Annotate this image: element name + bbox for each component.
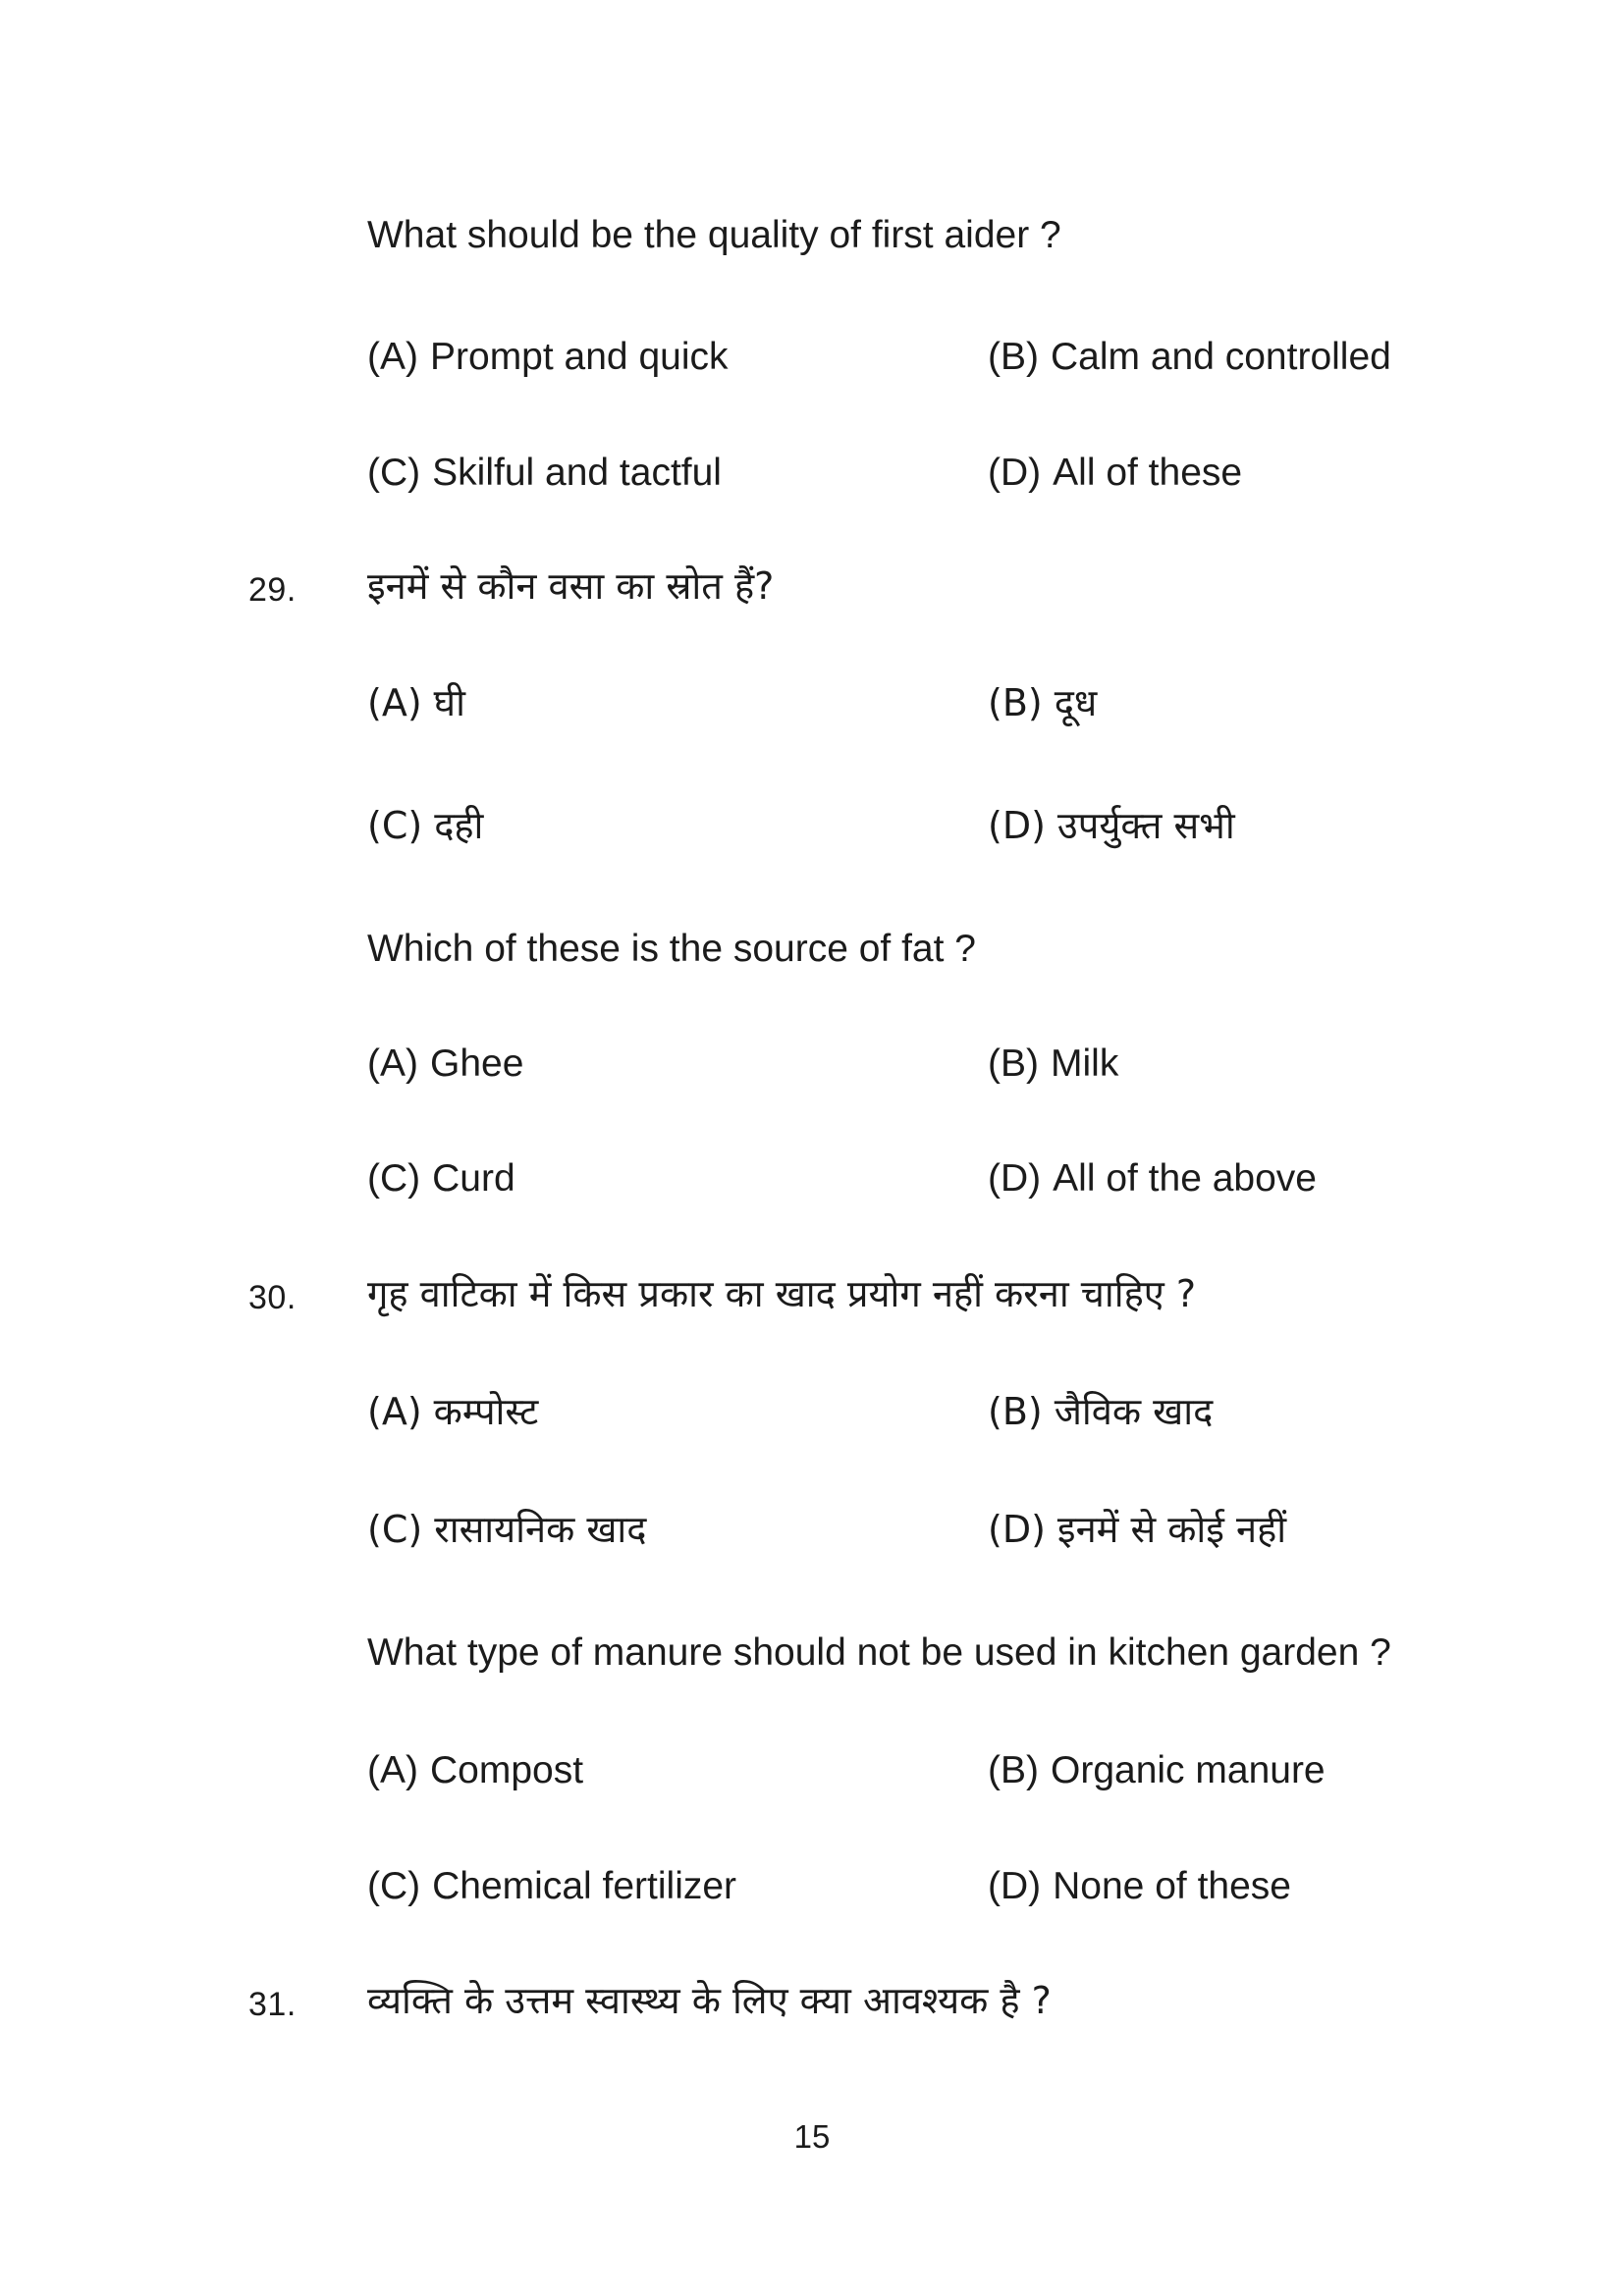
option-label: (A) <box>367 336 418 378</box>
option-text: Organic manure <box>1051 1749 1326 1791</box>
option-label: (C) <box>367 1865 421 1907</box>
question-30-option-a-hi <box>367 1391 538 1434</box>
question-30-option-b-en <box>988 1749 1326 1793</box>
option-label: (A) <box>367 1749 418 1791</box>
question-29-option-a-en <box>367 1042 523 1087</box>
question-29-option-c-en <box>367 1157 515 1201</box>
option-text: दूध <box>1054 681 1098 724</box>
option-text: Skilful and tactful <box>432 452 722 494</box>
question-28-option-b <box>988 336 1391 380</box>
option-label: (B) <box>988 1042 1039 1085</box>
question-29-option-b-en <box>988 1042 1118 1087</box>
question-31-number: 31. <box>248 1986 297 2023</box>
option-text: उपर्युक्त सभी <box>1056 804 1235 847</box>
question-29-option-b-hi <box>988 682 1097 725</box>
question-29-number: 29. <box>248 571 297 609</box>
question-29-option-d-hi <box>988 805 1235 848</box>
question-28-option-a <box>367 336 729 380</box>
option-text: Prompt and quick <box>430 336 729 378</box>
option-text: इनमें से कोई नहीं <box>1056 1508 1287 1551</box>
option-label: (D) <box>988 1865 1042 1907</box>
option-text: Compost <box>430 1749 584 1791</box>
option-label: (B) <box>988 1749 1039 1791</box>
question-29-text-en: Which of these is the source of fat ? <box>367 928 976 970</box>
option-label: (A) <box>367 1390 422 1433</box>
option-label: (A) <box>367 1042 418 1085</box>
option-label: (D) <box>988 804 1046 847</box>
question-30-option-d-hi <box>988 1509 1286 1552</box>
question-28-option-c <box>367 452 722 496</box>
option-label: (C) <box>367 1508 423 1551</box>
option-text: दही <box>434 804 484 847</box>
question-31-text-hi: व्यक्ति के उत्तम स्वास्थ्य के लिए क्या आवश्यक है ? <box>367 1979 1052 2022</box>
question-30-option-c-en <box>367 1865 736 1909</box>
option-text: None of these <box>1053 1865 1291 1907</box>
option-label: (D) <box>988 1508 1046 1551</box>
option-text: Milk <box>1051 1042 1119 1085</box>
question-29-option-a-hi <box>367 682 465 725</box>
question-30-option-a-en <box>367 1749 583 1793</box>
question-28-text-en: What should be the quality of first aider ? <box>367 214 1061 256</box>
question-30-option-c-hi <box>367 1509 646 1552</box>
question-30-text-hi: गृह वाटिका में किस प्रकार का खाद प्रयोग नहीं करना चाहिए ? <box>367 1272 1197 1315</box>
option-text: कम्पोस्ट <box>433 1390 539 1433</box>
option-label: (D) <box>988 452 1042 494</box>
question-30-option-b-hi <box>988 1391 1213 1434</box>
page-number: 15 <box>793 2118 831 2155</box>
option-label: (D) <box>988 1157 1042 1200</box>
option-label: (B) <box>988 681 1043 724</box>
option-label: (A) <box>367 681 422 724</box>
option-label: (B) <box>988 336 1039 378</box>
question-30-text-en: What type of manure should not be used in kitchen garden ? <box>367 1631 1391 1674</box>
option-text: Ghee <box>430 1042 524 1085</box>
question-29-text-hi: इनमें से कौन वसा का स्रोत हैं? <box>367 564 775 608</box>
option-text: रासायनिक खाद <box>434 1508 647 1551</box>
question-29-option-c-hi <box>367 805 483 848</box>
option-text: Chemical fertilizer <box>432 1865 737 1907</box>
option-label: (C) <box>367 452 421 494</box>
question-30-option-d-en <box>988 1865 1291 1909</box>
question-30-number: 30. <box>248 1279 297 1316</box>
question-29-option-d-en <box>988 1157 1317 1201</box>
option-label: (C) <box>367 1157 421 1200</box>
option-text: Calm and controlled <box>1051 336 1391 378</box>
option-text: Curd <box>432 1157 515 1200</box>
option-text: All of the above <box>1053 1157 1317 1200</box>
option-text: All of these <box>1053 452 1243 494</box>
option-text: घी <box>433 681 465 724</box>
option-label: (B) <box>988 1390 1043 1433</box>
option-text: जैविक खाद <box>1054 1390 1214 1433</box>
option-label: (C) <box>367 804 423 847</box>
question-28-option-d <box>988 452 1242 496</box>
